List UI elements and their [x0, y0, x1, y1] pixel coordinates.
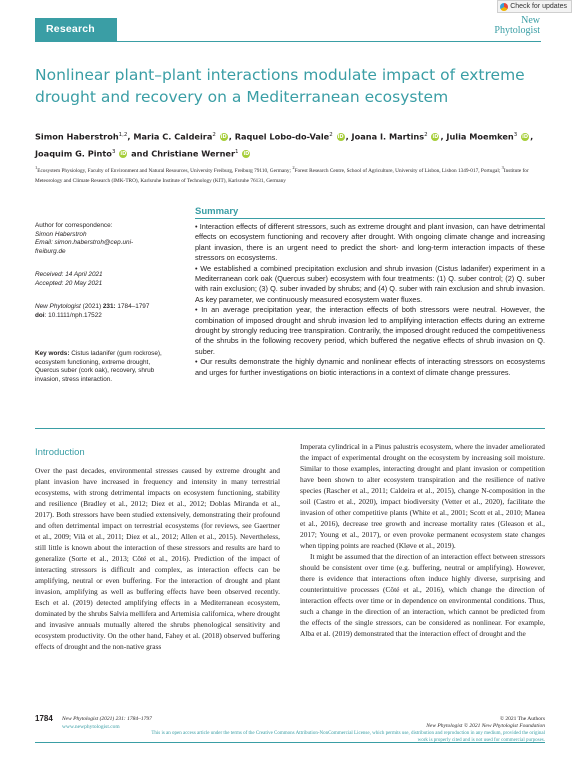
intro-paragraph: It might be assumed that the direction of an interaction effect between stressors should be consistent over time (e.g. buffering, neutral or amplifying). However, there is evidence that interactions often induce highly diverse, surprising and counterintuitive processes (Côté et al., 2016), which change the direction of interaction effects over time or in dependence on environmental conditions. Thus, such a change in the direction of an interaction, which cannot be predicted from the effects of the single stressors, can be considered as nonlinear. For example, Alba et al. (2019) demonstrated that the interaction effect of drought and the — [300, 552, 545, 638]
affiliation-2: Forest Research Centre, School of Agriculture, University of Lisbon, Lisbon 1349-017, Portugal; — [294, 167, 501, 174]
footer-rule — [35, 742, 545, 743]
keywords-label: Key words: — [35, 350, 70, 357]
correspondence-label: Author for correspondence: — [35, 222, 113, 229]
affiliation-1: Ecosystem Physiology, Faculty of Environment and Natural Resources, University Freiburg, Freiburg 79110, Germany; — [37, 167, 291, 174]
summary-bottom-rule — [35, 428, 545, 429]
summary-top-rule — [195, 218, 545, 219]
summary-heading: Summary — [195, 206, 239, 217]
citation-volume: 231: — [102, 303, 116, 310]
summary-bullet: • In an average precipitation year, the interaction effects of both stressors were neutral. However, the combination of imposed drought and shrub invasion led to amplifying interaction effects during an extreme drought by strongly reducing tree transpiration. Contrarily, the imposed drought reduced the competitiveness of the shrubs in the following recovery period, which buffered the negative effects of shrub invasion on Q. suber. — [195, 305, 545, 356]
keywords-list: Cistus ladanifer (gum rockrose), ecosystem functioning, extreme drought, Quercus suber (cork oak), recovery, shrub invasion, stress interaction. — [35, 350, 162, 383]
journal-url-link[interactable]: www.newphytologist.com — [62, 724, 120, 730]
article-title: Nonlinear plant–plant interactions modulate impact of extreme drought and recovery on a Mediterranean ecosystem — [35, 66, 525, 106]
author-name[interactable]: Christiane Werner — [151, 148, 236, 159]
footer-copyright — [426, 716, 545, 730]
journal-logo-line1: New — [521, 15, 540, 26]
intro-heading: Introduction — [35, 447, 85, 458]
correspondence-block — [35, 222, 163, 256]
citation-journal: New Phytologist — [35, 303, 81, 310]
intro-left-column — [35, 465, 280, 652]
author-affil-sup: 3 — [513, 132, 518, 138]
author-affil-sup: 1,2 — [118, 132, 128, 138]
received-date: Received: 14 April 2021 — [35, 271, 103, 278]
open-access-note: This is an open access article under the terms of the Creative Commons Attribution-NonCommercial License, which permits use, distribution and reproduction in any medium, provided the original work is properly cited and is not used for commercial purposes. — [151, 731, 545, 743]
header-rule — [117, 41, 541, 42]
footer-citation: New Phytologist (2021) 231: 1784–1797 — [62, 716, 152, 722]
summary-bullet: • Interaction effects of different stressors, such as extreme drought and plant invasion, can have detrimental effects on ecosystem functioning and recovery after drought. With ongoing climate change and increasing plant invasion, there is an urgent need to predict the short- and long-term interaction impacts of these stressors on ecosystems. — [195, 222, 545, 263]
foundation-line: New Phytologist © 2021 New Phytologist Foundation — [426, 723, 545, 729]
author-name[interactable]: Raquel Lobo-do-Vale — [234, 131, 330, 142]
summary-body — [195, 222, 545, 378]
author-name[interactable]: Julia Moemken — [446, 131, 514, 142]
summary-bullet: • We established a combined precipitation exclusion and shrub invasion (Cistus ladanifer) experiment in a Mediterranean cork oak (Quercus suber) ecosystem with four treatments: (1) Q. suber control; (2) Q. suber with rain exclusion; (3) Q. suber invaded by shrubs; and (4) Q. suber with rain exclusion and shrub invasion. As key parameter, we continuously measured ecosystem water fluxes. — [195, 263, 545, 304]
orcid-icon[interactable]: iD — [337, 134, 344, 141]
correspondence-name: Simon Haberstroh — [35, 230, 87, 238]
summary-bullet: • Our results demonstrate the highly dynamic and nonlinear effects of interacting stressors on ecosystems and urges for further investigations on biotic interactions in a context of climate change pressures. — [195, 357, 545, 377]
citation-year: (2021) — [80, 303, 103, 310]
journal-logo-line2: Phytologist — [494, 25, 540, 36]
orcid-icon[interactable]: iD — [522, 134, 529, 141]
section-label: Research — [46, 23, 95, 35]
affiliations: $^1$Ecosystem Physiology, Faculty of Environment and Natural Resources, University Freiburg, Freiburg 79110, Germany; $^2$Forest Research Centre, School of Agriculture, University of Lisbon, Lisbon 1349-017, Portugal; $^3$Institute for Meteorology and Climate Research (IMK-TRO), Karlsruhe Institute of Technology (KIT), Karlsruhe 76131, Germany — [35, 165, 529, 184]
orcid-icon[interactable]: iD — [220, 134, 227, 141]
author-name[interactable]: Maria C. Caldeira — [133, 131, 213, 142]
intro-paragraph: Imperata cylindrical in a Pinus palustris ecosystem, where the invader ameliorated the impact of experimental drought on the ecosystem by increasing soil moisture. Similar to those examples, interacting drought and plant invasion or competition have been shown to alter ecosystem transpiration and the resilience of native species (Rascher et al., 2011; Caldeira et al., 2015), change N-composition in the soil (Castro et al., 2020), impact biodiversity (Vetter et al., 2020), facilitate the invasion of other competitive plants (White et al., 2001; Scott et al., 2010; Manea et al., 2016), decrease tree growth and increase mortality rates (Gleason et al., 2017; Young et al., 2017), or even provoke permanent ecosystem state changes when tipping points are reached (Kløve et al., 2019). — [300, 442, 545, 550]
author-affil-sup: 2 — [424, 132, 428, 138]
journal-logo — [494, 16, 540, 36]
affiliation-3: Institute for Meteorology and Climate Research (IMK-TRO), Karlsruhe Institute of Technology (KIT), Karlsruhe 76131, Germany — [35, 167, 529, 184]
correspondence-email[interactable]: Email: simon.haberstroh@cep.uni-freiburg.de — [35, 239, 134, 255]
orcid-icon[interactable]: iD — [243, 150, 250, 157]
crossmark-icon — [500, 3, 508, 11]
orcid-icon[interactable]: iD — [120, 150, 127, 157]
author-name[interactable]: Joana I. Martins — [351, 131, 425, 142]
author-affil-sup: 2 — [329, 132, 333, 138]
author-list: Simon Haberstroh$^{1,2}$, Maria C. Caldeira$^2$ iD , Raquel Lobo-do-Vale$^2$ iD , Joana I. Martins$^2$ iD , Julia Moemken$^3$ iD , Joaquim G. Pinto$^3$ iD and Christiane Werner$^1$ iD — [35, 131, 534, 159]
check-updates-button[interactable] — [497, 0, 572, 13]
page-number: 1784 — [35, 714, 53, 723]
doi-label: doi — [35, 311, 45, 319]
copyright-line: © 2021 The Authors — [499, 716, 545, 722]
author-affil-sup: 1 — [235, 148, 239, 155]
author-name[interactable]: Simon Haberstroh — [35, 131, 119, 142]
orcid-icon[interactable]: iD — [432, 134, 439, 141]
author-affil-sup: 3 — [111, 148, 116, 155]
accepted-date: Accepted: 20 May 2021 — [35, 279, 103, 287]
intro-right-column — [300, 441, 545, 639]
citation-block — [35, 303, 163, 320]
check-updates-label: Check for updates — [510, 3, 567, 10]
section-tab — [35, 18, 117, 42]
doi-link[interactable]: : 10.1111/nph.17522 — [44, 311, 102, 319]
author-name[interactable]: Joaquim G. Pinto — [35, 148, 112, 159]
keywords-block — [35, 350, 163, 384]
intro-paragraph: Over the past decades, environmental stresses caused by extreme drought and plant invasion have increased in frequency and intensity in many terrestrial ecosystems, with strong detrimental impacts on ecosystem functioning, stability and resilience (Bradley et al., 2012; Diez et al., 2012; Doblas Miranda et al., 2017). Both stressors have been studied extensively, demonstrating their profound and often detrimental impact on terrestrial ecosystems (for reviews, see Gaertner et al., 2009; Vilà et al., 2011; Diez et al., 2012; Allen et al., 2015). Nevertheless, still little is known about the interaction of these stressors and results are hard to generalize (Sorte et al., 2013; Côté et al., 2016). Prediction of the impact of interacting stressors is difficult and complex, as interaction effects can be amplifying, neutral or even buffering. For the interaction of drought and plant invasion, amplifying as well as buffering effects have been observed recently. Esch et al. (2019) detected amplifying effects in a Mediterranean ecosystem, dominated by the shrubs Salvia mellifera and Artemisia californica, where drought and invasive annuals mutually altered the shrubs phenological sensitivity and ecosystem productivity. On the other hand, Fahey et al. (2018) observed buffering effects of drought and the non-native grass — [35, 466, 280, 651]
author-affil-sup: 2 — [212, 132, 216, 138]
citation-pages: 1784–1797 — [115, 303, 150, 310]
dates-block — [35, 271, 163, 288]
